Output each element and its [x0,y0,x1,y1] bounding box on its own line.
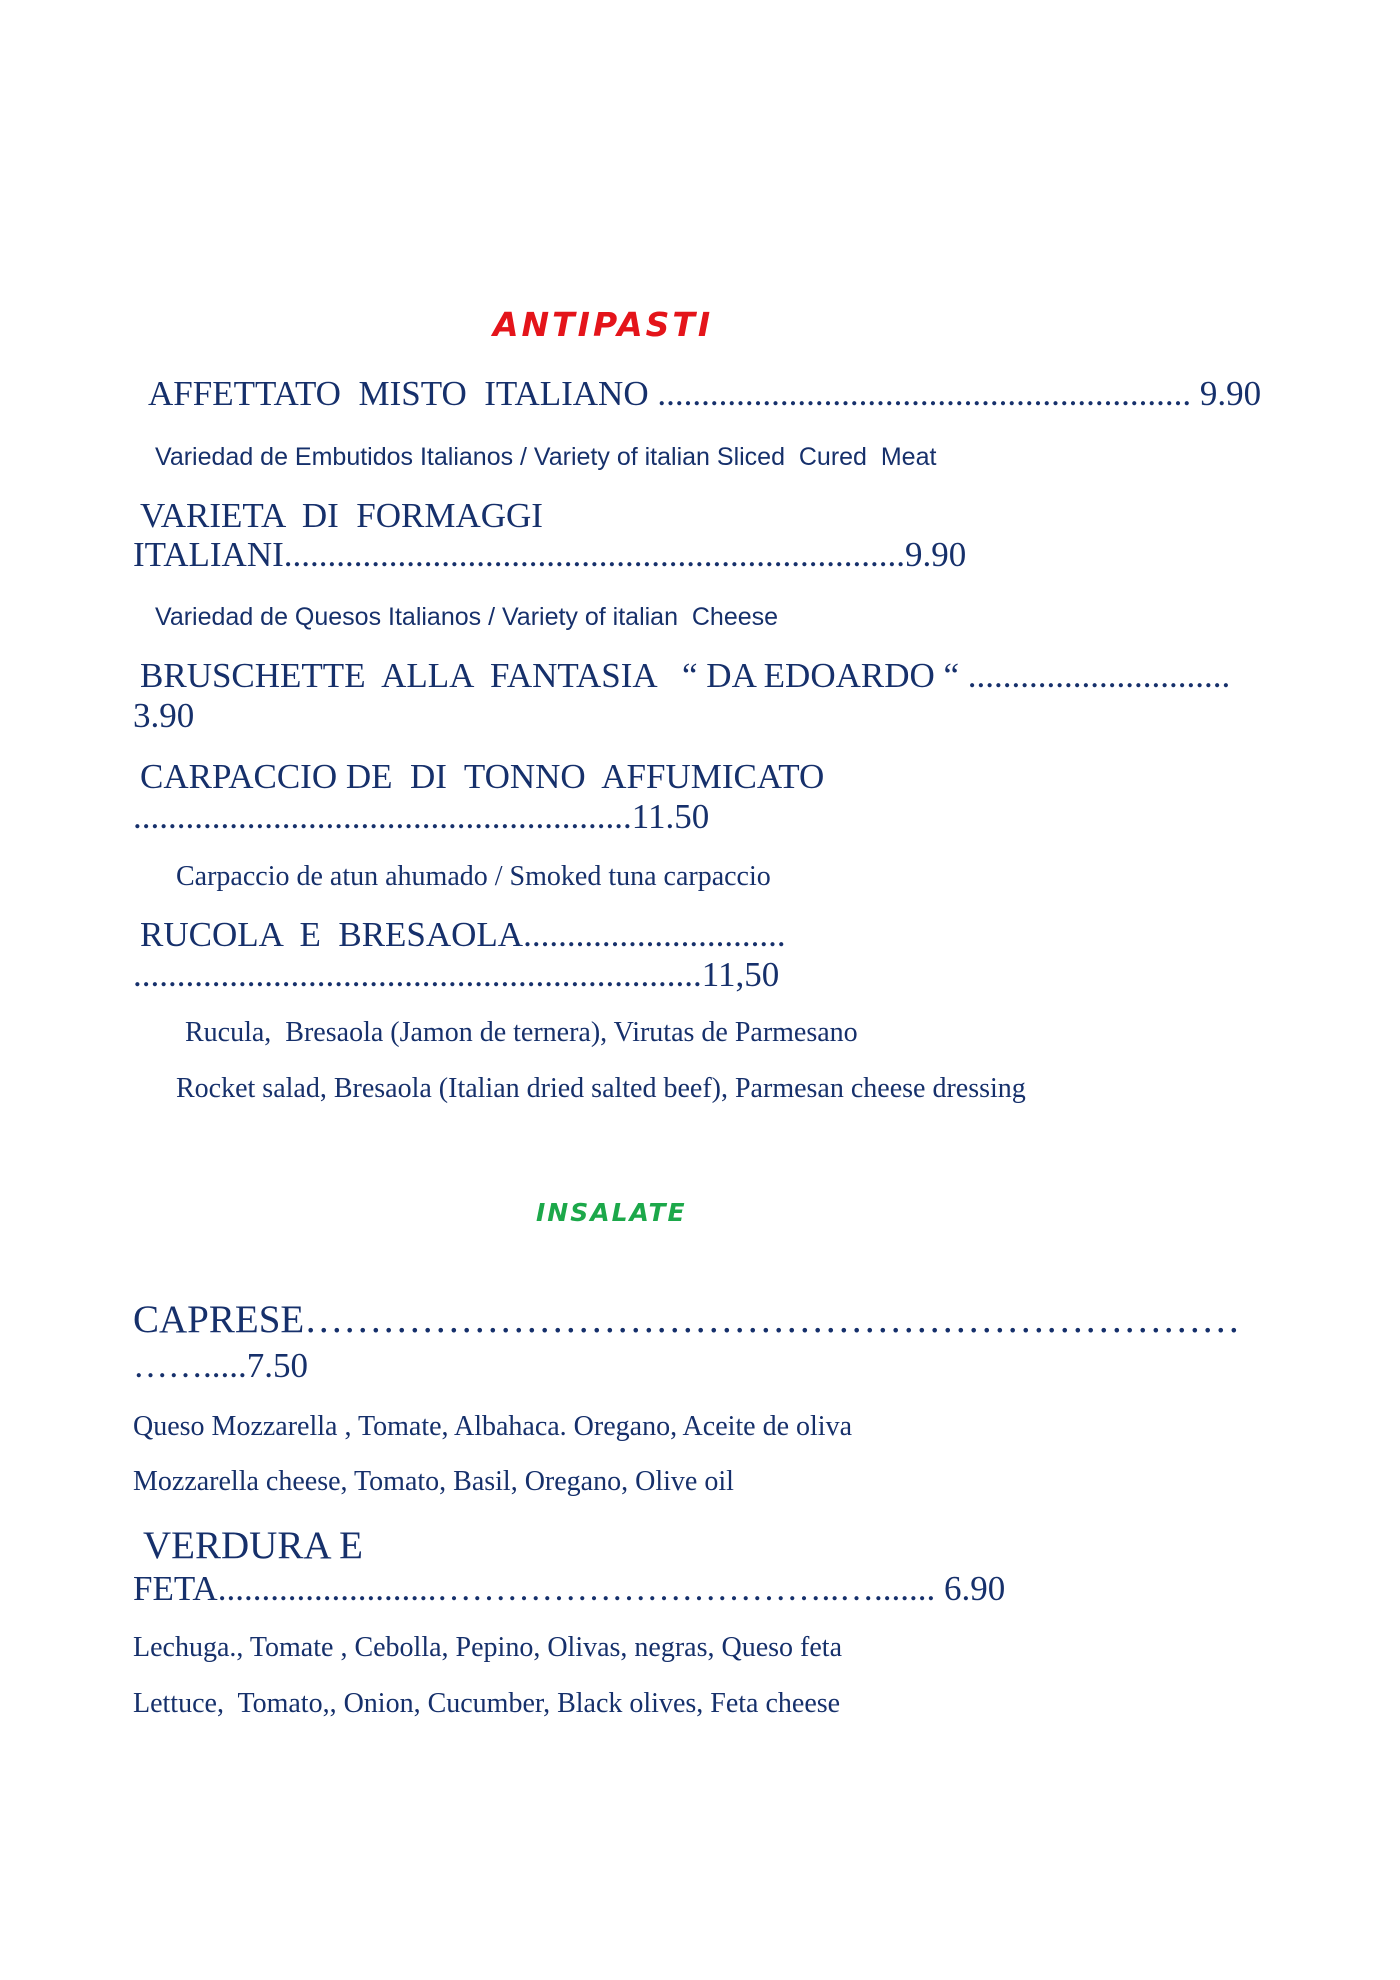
menu-item-title-continued: .........................................................11.50 [133,797,710,836]
menu-item-price: 3.90 [133,696,195,735]
menu-item-description: Variedad de Embutidos Italianos / Variety of italian Sliced Cured Meat [155,443,937,471]
menu-item-title: RUCOLA E BRESAOLA.............................. [140,915,786,954]
menu-item-description: Lettuce, Tomato,, Onion, Cucumber, Black olives, Feta cheese [133,1688,841,1719]
section-heading-insalate: INSALATE [536,1198,687,1227]
menu-item-title-continued: …….....7.50 [133,1346,308,1385]
section-heading-antipasti: ANTIPASTI [493,305,714,344]
menu-item-title: CAPRESE……………………………………………………………… [133,1298,1241,1341]
menu-item-title-continued: .................................................................11,50 [133,955,780,994]
menu-item-title: CARPACCIO DE DI TONNO AFFUMICATO [140,757,825,796]
menu-item-description: Rocket salad, Bresaola (Italian dried salted beef), Parmesan cheese dressing [176,1073,1026,1104]
menu-item-description: Mozzarella cheese, Tomato, Basil, Oregano, Olive oil [133,1466,734,1497]
menu-item-title: AFFETTATO MISTO ITALIANO ............................................................. 9.90 [148,374,1262,413]
menu-item-title: VERDURA E [143,1524,363,1567]
menu-item-title: VARIETA DI FORMAGGI [140,496,543,535]
menu-item-description: Queso Mozzarella , Tomate, Albahaca. Oregano, Aceite de oliva [133,1411,853,1442]
menu-item-title-continued: ITALIANI.......................................................................9.90 [133,535,967,574]
menu-item-description: Lechuga., Tomate , Cebolla, Pepino, Olivas, negras, Queso feta [133,1632,842,1663]
menu-item-title: BRUSCHETTE ALLA FANTASIA “ DA EDOARDO “ .............................. [140,656,1231,695]
menu-item-title-continued: FETA.........................……………………………..…....... 6.90 [133,1569,1006,1608]
menu-item-description: Variedad de Quesos Italianos / Variety of italian Cheese [155,603,779,631]
menu-item-description: Rucula, Bresaola (Jamon de ternera), Virutas de Parmesano [185,1017,858,1048]
menu-item-description: Carpaccio de atun ahumado / Smoked tuna carpaccio [176,861,771,892]
